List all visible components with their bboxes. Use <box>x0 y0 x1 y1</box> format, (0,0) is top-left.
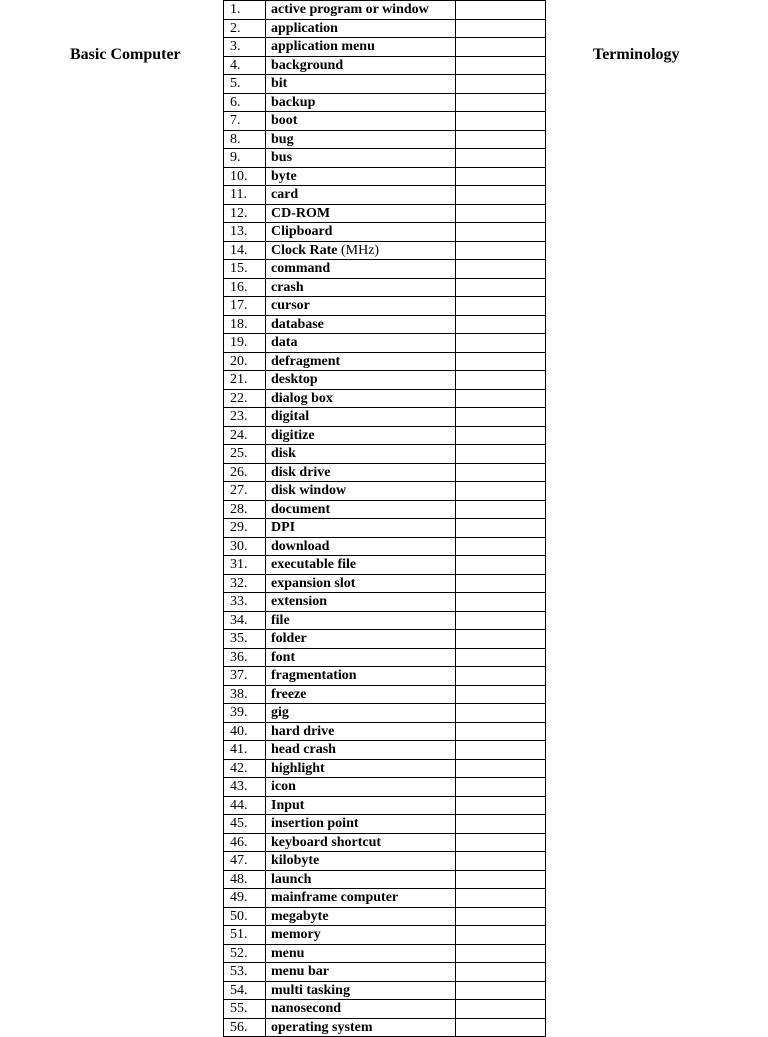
term-cell <box>266 223 456 242</box>
term-cell <box>266 389 456 408</box>
table-row <box>224 537 546 556</box>
term-cell <box>266 926 456 945</box>
definition-blank-cell[interactable] <box>456 648 546 667</box>
term-label: application <box>271 20 338 36</box>
table-row <box>224 241 546 260</box>
term-number: 50. <box>224 907 266 926</box>
term-cell <box>266 907 456 926</box>
term-label: bug <box>271 131 294 147</box>
term-cell <box>266 1 456 20</box>
definition-blank-cell[interactable] <box>456 315 546 334</box>
term-cell <box>266 722 456 741</box>
term-label: background <box>271 57 344 73</box>
table-row <box>224 445 546 464</box>
definition-blank-cell[interactable] <box>456 260 546 279</box>
definition-blank-cell[interactable] <box>456 926 546 945</box>
term-number: 19. <box>224 334 266 353</box>
term-label: highlight <box>271 760 325 776</box>
term-number: 43. <box>224 778 266 797</box>
term-label: Clipboard <box>271 224 333 239</box>
term-label: Input <box>271 797 305 813</box>
term-cell <box>266 556 456 575</box>
definition-blank-cell[interactable] <box>456 56 546 75</box>
term-number: 55. <box>224 1000 266 1019</box>
term-label: dialog box <box>271 390 333 406</box>
term-label: cursor <box>271 298 310 313</box>
term-label: DPI <box>271 520 296 535</box>
term-label: multi tasking <box>271 982 350 998</box>
term-label: CD-ROM <box>271 205 331 221</box>
term-cell <box>266 130 456 149</box>
term-number: 42. <box>224 759 266 778</box>
term-number: 9. <box>224 149 266 168</box>
term-number: 33. <box>224 593 266 612</box>
term-cell <box>266 519 456 538</box>
definition-blank-cell[interactable] <box>456 130 546 149</box>
definition-blank-cell[interactable] <box>456 75 546 94</box>
term-number: 18. <box>224 315 266 334</box>
term-number: 28. <box>224 500 266 519</box>
term-number: 41. <box>224 741 266 760</box>
term-label: card <box>271 187 299 202</box>
table-row <box>224 630 546 649</box>
term-label: folder <box>271 631 307 646</box>
table-row <box>224 278 546 297</box>
term-label: head crash <box>271 742 336 757</box>
table-row <box>224 426 546 445</box>
term-label: disk window <box>271 483 347 498</box>
definition-blank-cell[interactable] <box>456 963 546 982</box>
table-row <box>224 1 546 20</box>
term-number: 11. <box>224 186 266 205</box>
term-label: byte <box>271 168 297 184</box>
table-row <box>224 186 546 205</box>
term-cell <box>266 278 456 297</box>
table-row <box>224 408 546 427</box>
term-number: 23. <box>224 408 266 427</box>
term-number: 56. <box>224 1018 266 1037</box>
definition-blank-cell[interactable] <box>456 297 546 316</box>
term-number: 10. <box>224 167 266 186</box>
table-row <box>224 870 546 889</box>
table-row <box>224 944 546 963</box>
definition-blank-cell[interactable] <box>456 759 546 778</box>
term-cell <box>266 204 456 223</box>
term-cell <box>266 963 456 982</box>
table-row <box>224 389 546 408</box>
term-label: mainframe computer <box>271 890 399 905</box>
definition-blank-cell[interactable] <box>456 704 546 723</box>
definition-blank-cell[interactable] <box>456 944 546 963</box>
term-label: data <box>271 335 298 350</box>
table-row <box>224 667 546 686</box>
title-left: Basic Computer <box>70 46 181 63</box>
definition-blank-cell[interactable] <box>456 667 546 686</box>
table-row <box>224 75 546 94</box>
term-cell <box>266 704 456 723</box>
definition-blank-cell[interactable] <box>456 38 546 57</box>
term-label: file <box>271 612 290 628</box>
table-row <box>224 38 546 57</box>
term-cell <box>266 944 456 963</box>
term-cell <box>266 241 456 260</box>
term-number: 48. <box>224 870 266 889</box>
definition-blank-cell[interactable] <box>456 389 546 408</box>
term-label: application menu <box>271 39 375 54</box>
term-number: 38. <box>224 685 266 704</box>
term-label: Clock Rate <box>271 242 338 258</box>
table-row <box>224 704 546 723</box>
term-number: 21. <box>224 371 266 390</box>
definition-blank-cell[interactable] <box>456 463 546 482</box>
definition-blank-cell[interactable] <box>456 1000 546 1019</box>
definition-blank-cell[interactable] <box>456 223 546 242</box>
term-cell <box>266 371 456 390</box>
definition-blank-cell[interactable] <box>456 241 546 260</box>
definition-blank-cell[interactable] <box>456 537 546 556</box>
term-cell <box>266 593 456 612</box>
term-cell <box>266 648 456 667</box>
table-row <box>224 149 546 168</box>
term-number: 45. <box>224 815 266 834</box>
table-row <box>224 463 546 482</box>
term-label: crash <box>271 279 304 295</box>
term-cell <box>266 149 456 168</box>
table-row <box>224 1018 546 1037</box>
table-row <box>224 593 546 612</box>
definition-blank-cell[interactable] <box>456 334 546 353</box>
definition-blank-cell[interactable] <box>456 815 546 834</box>
term-cell <box>266 611 456 630</box>
term-number: 31. <box>224 556 266 575</box>
term-label: kilobyte <box>271 853 320 868</box>
term-cell <box>266 574 456 593</box>
table-row <box>224 963 546 982</box>
term-label: bit <box>271 76 288 91</box>
term-number: 15. <box>224 260 266 279</box>
term-number: 22. <box>224 389 266 408</box>
table-row <box>224 852 546 871</box>
term-cell <box>266 167 456 186</box>
term-number: 3. <box>224 38 266 57</box>
term-number: 37. <box>224 667 266 686</box>
terminology-table <box>223 0 546 1037</box>
definition-blank-cell[interactable] <box>456 500 546 519</box>
definition-blank-cell[interactable] <box>456 907 546 926</box>
definition-blank-cell[interactable] <box>456 352 546 371</box>
table-row <box>224 112 546 131</box>
definition-blank-cell[interactable] <box>456 833 546 852</box>
term-number: 2. <box>224 19 266 38</box>
term-number: 8. <box>224 130 266 149</box>
term-number: 35. <box>224 630 266 649</box>
table-row <box>224 56 546 75</box>
definition-blank-cell[interactable] <box>456 186 546 205</box>
term-number: 39. <box>224 704 266 723</box>
term-cell <box>266 315 456 334</box>
term-number: 4. <box>224 56 266 75</box>
table-row <box>224 889 546 908</box>
term-cell <box>266 852 456 871</box>
definition-blank-cell[interactable] <box>456 408 546 427</box>
term-label: active program or window <box>271 2 429 17</box>
term-label: download <box>271 538 330 554</box>
term-number: 16. <box>224 278 266 297</box>
term-cell <box>266 1000 456 1019</box>
definition-blank-cell[interactable] <box>456 519 546 538</box>
title-right: Terminology <box>593 46 680 63</box>
term-cell <box>266 334 456 353</box>
term-cell <box>266 482 456 501</box>
definition-blank-cell[interactable] <box>456 149 546 168</box>
table-row <box>224 352 546 371</box>
term-number: 36. <box>224 648 266 667</box>
term-number: 7. <box>224 112 266 131</box>
term-label: launch <box>271 871 312 887</box>
term-number: 30. <box>224 537 266 556</box>
table-row <box>224 611 546 630</box>
definition-blank-cell[interactable] <box>456 611 546 630</box>
definition-blank-cell[interactable] <box>456 741 546 760</box>
definition-blank-cell[interactable] <box>456 445 546 464</box>
term-cell <box>266 889 456 908</box>
term-label: defragment <box>271 353 341 369</box>
definition-blank-cell[interactable] <box>456 889 546 908</box>
term-label: insertion point <box>271 816 359 831</box>
table-row <box>224 519 546 538</box>
table-row <box>224 1000 546 1019</box>
table-row <box>224 223 546 242</box>
term-number: 17. <box>224 297 266 316</box>
term-number: 34. <box>224 611 266 630</box>
term-cell <box>266 815 456 834</box>
term-label: document <box>271 501 331 517</box>
term-number: 52. <box>224 944 266 963</box>
term-cell <box>266 778 456 797</box>
term-number: 49. <box>224 889 266 908</box>
table-row <box>224 260 546 279</box>
term-cell <box>266 537 456 556</box>
term-cell <box>266 870 456 889</box>
term-label: bus <box>271 150 293 165</box>
term-label: megabyte <box>271 908 329 924</box>
term-label: operating system <box>271 1019 373 1035</box>
term-label: backup <box>271 94 316 110</box>
definition-blank-cell[interactable] <box>456 426 546 445</box>
definition-blank-cell[interactable] <box>456 112 546 131</box>
term-number: 29. <box>224 519 266 538</box>
term-label: database <box>271 316 324 332</box>
term-number: 44. <box>224 796 266 815</box>
term-label: executable file <box>271 557 357 572</box>
definition-blank-cell[interactable] <box>456 870 546 889</box>
term-cell <box>266 75 456 94</box>
definition-blank-cell[interactable] <box>456 981 546 1000</box>
term-cell <box>266 297 456 316</box>
definition-blank-cell[interactable] <box>456 796 546 815</box>
definition-blank-cell[interactable] <box>456 722 546 741</box>
term-label: memory <box>271 927 321 942</box>
definition-blank-cell[interactable] <box>456 1018 546 1037</box>
table-row <box>224 722 546 741</box>
term-cell <box>266 352 456 371</box>
term-label: gig <box>271 705 289 720</box>
definition-blank-cell[interactable] <box>456 371 546 390</box>
table-row <box>224 907 546 926</box>
term-label: desktop <box>271 372 318 387</box>
table-row <box>224 297 546 316</box>
term-label: boot <box>271 113 298 128</box>
definition-blank-cell[interactable] <box>456 278 546 297</box>
table-row <box>224 833 546 852</box>
definition-blank-cell[interactable] <box>456 630 546 649</box>
definition-blank-cell[interactable] <box>456 852 546 871</box>
term-label: freeze <box>271 686 307 702</box>
term-cell <box>266 463 456 482</box>
table-row <box>224 334 546 353</box>
term-note: (MHz) <box>337 242 380 258</box>
term-label: digital <box>271 409 310 424</box>
term-number: 26. <box>224 463 266 482</box>
term-number: 13. <box>224 223 266 242</box>
table-row <box>224 926 546 945</box>
term-number: 27. <box>224 482 266 501</box>
term-cell <box>266 833 456 852</box>
term-cell <box>266 981 456 1000</box>
term-cell <box>266 1018 456 1037</box>
term-cell <box>266 260 456 279</box>
term-number: 53. <box>224 963 266 982</box>
term-label: disk drive <box>271 464 331 480</box>
term-cell <box>266 685 456 704</box>
table-row <box>224 778 546 797</box>
table-row <box>224 315 546 334</box>
term-number: 40. <box>224 722 266 741</box>
table-row <box>224 371 546 390</box>
term-cell <box>266 38 456 57</box>
table-row <box>224 648 546 667</box>
term-label: hard drive <box>271 723 335 739</box>
term-label: extension <box>271 594 327 609</box>
definition-blank-cell[interactable] <box>456 167 546 186</box>
term-label: menu bar <box>271 964 329 979</box>
definition-blank-cell[interactable] <box>456 1 546 20</box>
term-cell <box>266 630 456 649</box>
term-number: 25. <box>224 445 266 464</box>
term-number: 46. <box>224 833 266 852</box>
term-label: keyboard shortcut <box>271 834 382 850</box>
table-row <box>224 500 546 519</box>
term-cell <box>266 796 456 815</box>
table-row <box>224 130 546 149</box>
term-cell <box>266 93 456 112</box>
table-row <box>224 574 546 593</box>
term-number: 6. <box>224 93 266 112</box>
term-label: fragmentation <box>271 668 357 683</box>
term-label: nanosecond <box>271 1001 342 1016</box>
definition-blank-cell[interactable] <box>456 778 546 797</box>
term-cell <box>266 445 456 464</box>
table-row <box>224 981 546 1000</box>
definition-blank-cell[interactable] <box>456 204 546 223</box>
table-row <box>224 204 546 223</box>
term-number: 51. <box>224 926 266 945</box>
table-row <box>224 741 546 760</box>
term-number: 12. <box>224 204 266 223</box>
term-number: 54. <box>224 981 266 1000</box>
term-number: 24. <box>224 426 266 445</box>
term-number: 32. <box>224 574 266 593</box>
table-row <box>224 796 546 815</box>
term-cell <box>266 112 456 131</box>
definition-blank-cell[interactable] <box>456 685 546 704</box>
terminology-table-body <box>224 1 546 1037</box>
term-label: expansion slot <box>271 575 356 591</box>
term-label: command <box>271 261 331 276</box>
term-number: 14. <box>224 241 266 260</box>
term-cell <box>266 426 456 445</box>
term-cell <box>266 56 456 75</box>
definition-blank-cell[interactable] <box>456 556 546 575</box>
term-cell <box>266 186 456 205</box>
table-row <box>224 556 546 575</box>
table-row <box>224 19 546 38</box>
term-label: digitize <box>271 427 315 443</box>
term-number: 1. <box>224 1 266 20</box>
term-cell <box>266 500 456 519</box>
definition-blank-cell[interactable] <box>456 93 546 112</box>
term-cell <box>266 759 456 778</box>
table-row <box>224 167 546 186</box>
term-cell <box>266 741 456 760</box>
table-row <box>224 482 546 501</box>
table-row <box>224 685 546 704</box>
definition-blank-cell[interactable] <box>456 19 546 38</box>
table-row <box>224 759 546 778</box>
definition-blank-cell[interactable] <box>456 574 546 593</box>
definition-blank-cell[interactable] <box>456 482 546 501</box>
term-number: 20. <box>224 352 266 371</box>
term-label: menu <box>271 945 305 961</box>
term-label: disk <box>271 446 296 461</box>
term-number: 5. <box>224 75 266 94</box>
term-label: font <box>271 649 296 665</box>
term-cell <box>266 408 456 427</box>
table-row <box>224 93 546 112</box>
term-cell <box>266 19 456 38</box>
term-number: 47. <box>224 852 266 871</box>
term-cell <box>266 667 456 686</box>
term-label: icon <box>271 779 296 794</box>
table-row <box>224 815 546 834</box>
definition-blank-cell[interactable] <box>456 593 546 612</box>
